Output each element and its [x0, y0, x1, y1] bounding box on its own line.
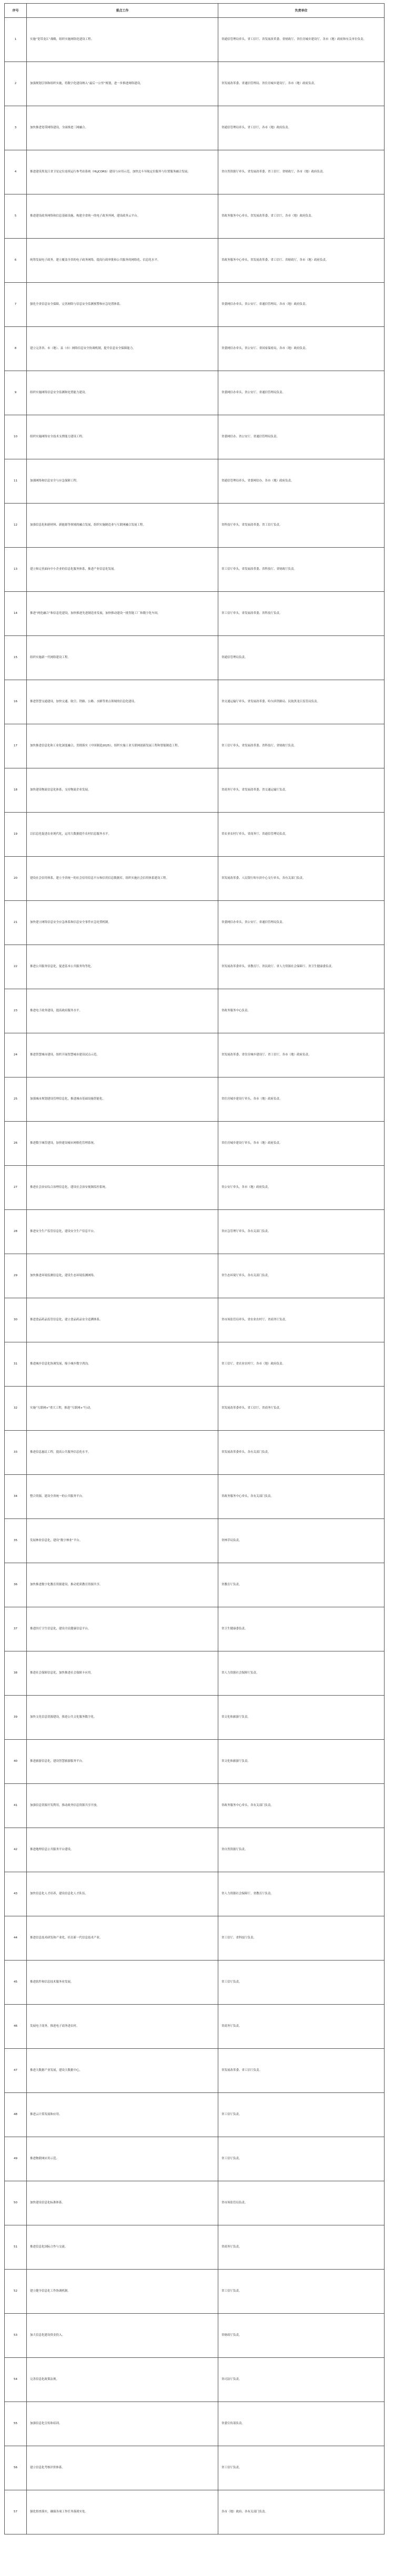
row-task: 加快建设物流信息化体系，支持物流企业发展。 [27, 768, 218, 813]
row-index: 16 [5, 680, 27, 724]
row-index: 7 [5, 283, 27, 327]
row-index: 54 [5, 2358, 27, 2402]
row-unit: 省商务厅负责。 [218, 2005, 385, 2049]
table-row [5, 283, 385, 327]
row-unit: 省通信管理局牵头，省工信厅、省发展改革委、省财政厅、省住房城乡建设厅，各市（地）政府和有关单位负责。 [218, 18, 385, 62]
row-unit: 省工信厅牵头，省发展改革委、省科技厅、省财政厅负责。 [218, 548, 385, 592]
header-task: 重点工作 [27, 4, 218, 18]
table-row [5, 636, 385, 680]
row-task: 发展电子商务，推进电子商务进农村。 [27, 2005, 218, 2049]
table-row [5, 62, 385, 106]
table-row [5, 1342, 385, 1387]
row-unit: 省政务服务中心牵头，省发展改革委、省工信厅，各市（地）政府负责。 [218, 194, 385, 239]
row-unit: 省委网信办牵头，省公安厅、省通信管理局负责。 [218, 901, 385, 945]
table-row [5, 1607, 385, 1651]
row-index: 15 [5, 636, 27, 680]
row-task: 加强城市规划建设管理信息化，推进城市基础设施智能化。 [27, 1077, 218, 1122]
table-row [5, 1122, 385, 1166]
row-task: 推进安全生产监管信息化，建设安全生产信息平台。 [27, 1210, 218, 1254]
row-task: 推进物联网应用示范。 [27, 2137, 218, 2181]
row-task: 推进建设政务网络和信息基础设施，构建全省统一的电子政务外网，建设政务云平台。 [27, 194, 218, 239]
row-index: 57 [5, 2490, 27, 2534]
row-unit: 省工信厅负责。 [218, 2093, 385, 2137]
row-unit: 省发展改革委牵头，省工信厅、省商务厅负责。 [218, 1387, 385, 1431]
row-task: 推进地理信息公共服务平台建设。 [27, 1828, 218, 1872]
table-row [5, 724, 385, 768]
table-header-row [5, 4, 385, 18]
table-row [5, 1563, 385, 1607]
table-row [5, 1872, 385, 1916]
table-body [5, 18, 385, 2534]
table-row [5, 945, 385, 989]
row-task: 推进智慧城市建设，组织开展智慧城市建设试点示范。 [27, 1033, 218, 1077]
table-row [5, 504, 385, 548]
row-task: 发展林业信息化，建设“数字林业”平台。 [27, 1519, 218, 1563]
row-unit: 省市场监管局负责。 [218, 2181, 385, 2225]
row-index: 14 [5, 592, 27, 636]
row-task: 推进数字城管建设，加快建设城市网格化管理系统。 [27, 1122, 218, 1166]
row-task: 强化督查落实，确保各项工作任务落到实处。 [27, 2490, 218, 2534]
row-task: 推进智慧交通建设，加快交通、航空、铁路、公路、水路等重点领域的信息化建设。 [27, 680, 218, 724]
row-unit: 省工信厅负责。 [218, 2446, 385, 2490]
table-row [5, 1961, 385, 2005]
row-task: 推进社会治安综合治理信息化，建设社会治安视频监控系统。 [27, 1166, 218, 1210]
table-row [5, 1916, 385, 1961]
row-unit: 省司法厅负责。 [218, 2358, 385, 2402]
row-unit: 省发展改革委、省住房城乡建设厅、省工信厅，各市（地）政府负责。 [218, 1033, 385, 1077]
row-index: 35 [5, 1519, 27, 1563]
row-unit: 省住房城乡建设厅牵头，各市（地）政府负责。 [218, 1077, 385, 1122]
row-unit: 省工信厅牵头，省发展改革委、省科技厅负责。 [218, 592, 385, 636]
row-task: 推进电子政务建设，提高政府服务水平。 [27, 989, 218, 1033]
row-task: 加强信息化宣传和培训。 [27, 2402, 218, 2446]
row-index: 17 [5, 724, 27, 768]
row-unit: 省人力资源社会保障厅负责。 [218, 1651, 385, 1696]
row-index: 1 [5, 18, 27, 62]
row-index: 46 [5, 2005, 27, 2049]
table-row [5, 371, 385, 415]
row-unit: 省工信厅、省农业农村厅，各市（地）政府负责。 [218, 1342, 385, 1387]
row-task: 完善信息化政策法规。 [27, 2358, 218, 2402]
row-task: 推进社会保障信息化，加快推进社会保障卡应用。 [27, 1651, 218, 1696]
row-index: 6 [5, 239, 27, 283]
table-row [5, 18, 385, 62]
row-unit: 省通信管理局牵头，省工信厅，各市（地）政府负责。 [218, 106, 385, 150]
row-unit: 省工信厅负责。 [218, 1961, 385, 2005]
table-row [5, 1077, 385, 1122]
row-unit: 省委网信办牵头，省公安厅、省通信管理局负责。 [218, 371, 385, 415]
row-task: 实施“互联网+”重大工程，推进“互联网+”行动。 [27, 1387, 218, 1431]
row-index: 13 [5, 548, 27, 592]
row-unit: 省财政厅负责。 [218, 2314, 385, 2358]
row-task: 加大信息化建设资金投入。 [27, 2314, 218, 2358]
row-unit: 省委网信办、省公安厅、省通信管理局负责。 [218, 415, 385, 459]
row-index: 55 [5, 2402, 27, 2446]
row-index: 11 [5, 459, 27, 504]
row-index: 30 [5, 1298, 27, 1342]
row-unit: 省发展改革委、省通信管理局、省住房城乡建设厅，各市（地）政府负责。 [218, 62, 385, 106]
row-unit: 省委网信办牵头，省公安厅、省国家保密局，各市（地）政府负责。 [218, 327, 385, 371]
row-index: 56 [5, 2446, 27, 2490]
row-task: 推进公共服务信息化，促进基本公共服务均等化。 [27, 945, 218, 989]
row-unit: 省文化和旅游厅负责。 [218, 1696, 385, 1740]
row-unit: 省委宣传部负责。 [218, 2402, 385, 2446]
row-task: 建设社会信用体系，建立全省统一的社会信用信息平台和信用信息数据库，组织实施社会信用体系建设工程。 [27, 857, 218, 901]
header-index: 序号 [5, 4, 27, 18]
row-index: 3 [5, 106, 27, 150]
row-task: 加快推进信息化和工业化深度融合，贯彻落实《中国制造2025》，组织实施工业互联网创新发展工程和智能制造工程。 [27, 724, 218, 768]
row-task: 加强规划引领和组织实施，将数字化建设纳入“最后一公里”规划，进一步推进网络建设。 [27, 62, 218, 106]
row-index: 34 [5, 1475, 27, 1519]
row-task: 推进城乡信息化协调发展，缩小城乡数字鸿沟。 [27, 1342, 218, 1387]
row-unit: 省发展改革委牵头，各有关部门负责。 [218, 1431, 385, 1475]
table-row [5, 2358, 385, 2402]
row-task: 推进信息惠民工程，提高公共服务信息化水平。 [27, 1431, 218, 1475]
table-row [5, 548, 385, 592]
row-task: 建立和完善面向中小企业的信息化服务体系，推进产业信息化发展。 [27, 548, 218, 592]
row-task: 推进医疗卫生信息化，建设全民健康信息平台。 [27, 1607, 218, 1651]
table-row [5, 415, 385, 459]
row-unit: 省生态环境厅牵头，各有关部门负责。 [218, 1254, 385, 1298]
table-row [5, 1387, 385, 1431]
row-unit: 省通信管理局负责。 [218, 636, 385, 680]
row-task: 组织实施网络信息安全监测和处置能力建设。 [27, 371, 218, 415]
row-index: 49 [5, 2137, 27, 2181]
row-task: 推进软件和信息技术服务业发展。 [27, 1961, 218, 2005]
row-unit: 省政务服务中心牵头，各有关部门负责。 [218, 1784, 385, 1828]
row-index: 53 [5, 2314, 27, 2358]
row-index: 37 [5, 1607, 27, 1651]
row-index: 41 [5, 1784, 27, 1828]
row-task: 推进“两化融合”和信息化建设，加快推进先进制造业发展，加快推动建设一批智能工厂和数字化车间。 [27, 592, 218, 636]
row-unit: 省林草局负责。 [218, 1519, 385, 1563]
row-index: 22 [5, 945, 27, 989]
table-row [5, 901, 385, 945]
row-task: 推进建设黑龙江省卫星定位连续运行参考站系统（HLJCORS）建设与应用示范，加快北斗导航定位服务与位置服务融合发展。 [27, 150, 218, 194]
row-unit: 省商务厅负责。 [218, 2225, 385, 2270]
row-unit: 省市场监管局牵头，省农业农村厅、省商务厅负责。 [218, 1298, 385, 1342]
table-row [5, 857, 385, 901]
task-table [4, 3, 385, 2534]
table-row [5, 1033, 385, 1077]
table-row [5, 239, 385, 283]
row-unit: 省公安厅牵头，各市（地）政府负责。 [218, 1166, 385, 1210]
row-unit: 省发展改革委牵头，省教育厅、省民政厅、省人力资源社会保障厅、省卫生健康委负责。 [218, 945, 385, 989]
table-row [5, 1828, 385, 1872]
table-row [5, 813, 385, 857]
row-index: 19 [5, 813, 27, 857]
row-unit: 省科技厅牵头，省发展改革委、省工信厅负责。 [218, 504, 385, 548]
row-unit: 省卫生健康委负责。 [218, 1607, 385, 1651]
table-row [5, 2270, 385, 2314]
row-unit: 省商务厅牵头，省发展改革委、省交通运输厅负责。 [218, 768, 385, 813]
row-task: 加快文化信息资源建设，推进公共文化服务数字化。 [27, 1696, 218, 1740]
table-row [5, 1254, 385, 1298]
row-index: 36 [5, 1563, 27, 1607]
table-row [5, 1651, 385, 1696]
row-index: 10 [5, 415, 27, 459]
row-index: 8 [5, 327, 27, 371]
row-unit: 省文化和旅游厅负责。 [218, 1740, 385, 1784]
row-unit: 省工信厅负责。 [218, 2270, 385, 2314]
table-row [5, 2005, 385, 2049]
row-task: 建立信息化考核评价体系。 [27, 2446, 218, 2490]
row-index: 38 [5, 1651, 27, 1696]
row-task: 推进云计算发展和应用。 [27, 2093, 218, 2137]
row-task: 以信息化促进农业现代化，运用大数据提升农村信息服务水平。 [27, 813, 218, 857]
row-index: 20 [5, 857, 27, 901]
row-index: 18 [5, 768, 27, 813]
row-task: 加强信息资源开发利用，推动政务信息资源共享开放。 [27, 1784, 218, 1828]
row-index: 4 [5, 150, 27, 194]
row-index: 45 [5, 1961, 27, 2005]
table-row [5, 459, 385, 504]
row-unit: 省发展改革委、省工信厅负责。 [218, 2049, 385, 2093]
table-row [5, 1784, 385, 1828]
row-task: 加强网络和信息安全与应急保障工程。 [27, 459, 218, 504]
table-row [5, 592, 385, 636]
row-unit: 省政务服务中心牵头，各有关部门负责。 [218, 1475, 385, 1519]
row-task: 加快信息化人才培养，建设信息化人才队伍。 [27, 1872, 218, 1916]
table-row [5, 2137, 385, 2181]
row-unit: 省政务服务中心牵头，省发展改革委、省工信厅、省财政厅，各市（地）政府负责。 [218, 239, 385, 283]
row-task: 强化全省信息安全保障，完善网络与信息安全监测预警和应急处置体系。 [27, 283, 218, 327]
table-row [5, 2446, 385, 2490]
row-index: 52 [5, 2270, 27, 2314]
row-task: 加快推进数字化教育资源建设，推动优质教育资源共享。 [27, 1563, 218, 1607]
row-index: 32 [5, 1387, 27, 1431]
table-row [5, 1519, 385, 1563]
row-task: 加快建立网络信息安全应急体系和信息安全事件应急处置机制。 [27, 901, 218, 945]
table-row [5, 106, 385, 150]
row-unit: 省教育厅负责。 [218, 1563, 385, 1607]
row-index: 25 [5, 1077, 27, 1122]
row-index: 9 [5, 371, 27, 415]
row-index: 28 [5, 1210, 27, 1254]
row-index: 23 [5, 989, 27, 1033]
row-unit: 省自然资源厅牵头，省发展改革委、省工信厅、省财政厅，各市（地）政府负责。 [218, 150, 385, 194]
row-task: 推进信息化国际合作与交流。 [27, 2225, 218, 2270]
row-task: 建立健全信息化工作协调机制。 [27, 2270, 218, 2314]
row-index: 12 [5, 504, 27, 548]
row-index: 48 [5, 2093, 27, 2137]
row-unit: 省发展改革委、人民银行哈尔滨中心支行牵头，各有关部门负责。 [218, 857, 385, 901]
row-unit: 各市（地）政府、各有关部门负责。 [218, 2490, 385, 2534]
table-row [5, 2225, 385, 2270]
table-row [5, 1696, 385, 1740]
table-row [5, 1475, 385, 1519]
row-task: 推进旅游信息化，建设智慧旅游服务平台。 [27, 1740, 218, 1784]
row-task: 推进食品药品监管信息化，建立食品药品安全追溯体系。 [27, 1298, 218, 1342]
row-unit: 省人力资源社会保障厅、省教育厅负责。 [218, 1872, 385, 1916]
row-index: 47 [5, 2049, 27, 2093]
row-task: 整合资源，建设全省统一的公共服务平台。 [27, 1475, 218, 1519]
row-unit: 省自然资源厅负责。 [218, 1828, 385, 1872]
row-unit: 省住房城乡建设厅牵头，各市（地）政府负责。 [218, 1122, 385, 1166]
row-index: 27 [5, 1166, 27, 1210]
table-row [5, 1431, 385, 1475]
table-row [5, 2402, 385, 2446]
task-table-sheet [4, 3, 384, 2534]
table-row [5, 1740, 385, 1784]
row-task: 实施“宽带龙江”战略，组织实施网络化建设工程。 [27, 18, 218, 62]
row-index: 43 [5, 1872, 27, 1916]
row-task: 加快建设信息化标准体系。 [27, 2181, 218, 2225]
header-unit: 负责单位 [218, 4, 385, 18]
row-index: 42 [5, 1828, 27, 1872]
row-index: 24 [5, 1033, 27, 1077]
row-index: 44 [5, 1916, 27, 1961]
row-unit: 省交通运输厅牵头，省发展改革委、哈尔滨铁路局、民航黑龙江监管局负责。 [218, 680, 385, 724]
row-index: 29 [5, 1254, 27, 1298]
table-row [5, 2490, 385, 2534]
row-unit: 省委网信办牵头，省公安厅、省通信管理局，各市（地）政府负责。 [218, 283, 385, 327]
table-row [5, 989, 385, 1033]
table-row [5, 1166, 385, 1210]
table-row [5, 1210, 385, 1254]
table-row [5, 327, 385, 371]
row-task: 组织实施网络安全技术支撑能力建设工程。 [27, 415, 218, 459]
table-row [5, 2181, 385, 2225]
row-task: 建立完善省、市（地）、县（市）网络信息安全协调机制，提升信息安全保障能力。 [27, 327, 218, 371]
table-row [5, 768, 385, 813]
row-task: 推进信息技术研发和产业化，培育新一代信息技术产业。 [27, 1916, 218, 1961]
row-index: 39 [5, 1696, 27, 1740]
table-row [5, 194, 385, 239]
row-unit: 省工信厅牵头，省发展改革委、省科技厅、省财政厅负责。 [218, 724, 385, 768]
row-task: 组织实施新一代网络建设工程。 [27, 636, 218, 680]
row-unit: 省通信管理局牵头，省委网信办，各市（地）政府负责。 [218, 459, 385, 504]
row-index: 33 [5, 1431, 27, 1475]
table-row [5, 1298, 385, 1342]
row-unit: 省政务服务中心负责。 [218, 989, 385, 1033]
row-task: 加快推进环境监测信息化，建设生态环境监测网络。 [27, 1254, 218, 1298]
row-task: 加快推进宽带网络建设，全面推进三网融合。 [27, 106, 218, 150]
row-task: 推进大数据产业发展，建设大数据中心。 [27, 2049, 218, 2093]
row-unit: 省工信厅、省科技厅负责。 [218, 1916, 385, 1961]
table-row [5, 150, 385, 194]
row-index: 40 [5, 1740, 27, 1784]
row-index: 50 [5, 2181, 27, 2225]
row-index: 2 [5, 62, 27, 106]
table-row [5, 2049, 385, 2093]
row-index: 21 [5, 901, 27, 945]
row-index: 5 [5, 194, 27, 239]
row-index: 31 [5, 1342, 27, 1387]
row-index: 51 [5, 2225, 27, 2270]
row-index: 26 [5, 1122, 27, 1166]
row-task: 加强信息化和新材料、新能源等领域的融合发展，组织实施制造业与互联网融合发展工程。 [27, 504, 218, 548]
row-unit: 省应急管理厅牵头，各有关部门负责。 [218, 1210, 385, 1254]
table-row [5, 2314, 385, 2358]
table-row [5, 2093, 385, 2137]
table-row [5, 680, 385, 724]
row-unit: 省工信厅负责。 [218, 2137, 385, 2181]
row-task: 统筹发展电子政务，建立覆盖全省的电子政务网络，提高行政审批和公共服务的网络化、信息化水平。 [27, 239, 218, 283]
row-unit: 省农业农村厅牵头，省商务厅、省通信管理局负责。 [218, 813, 385, 857]
